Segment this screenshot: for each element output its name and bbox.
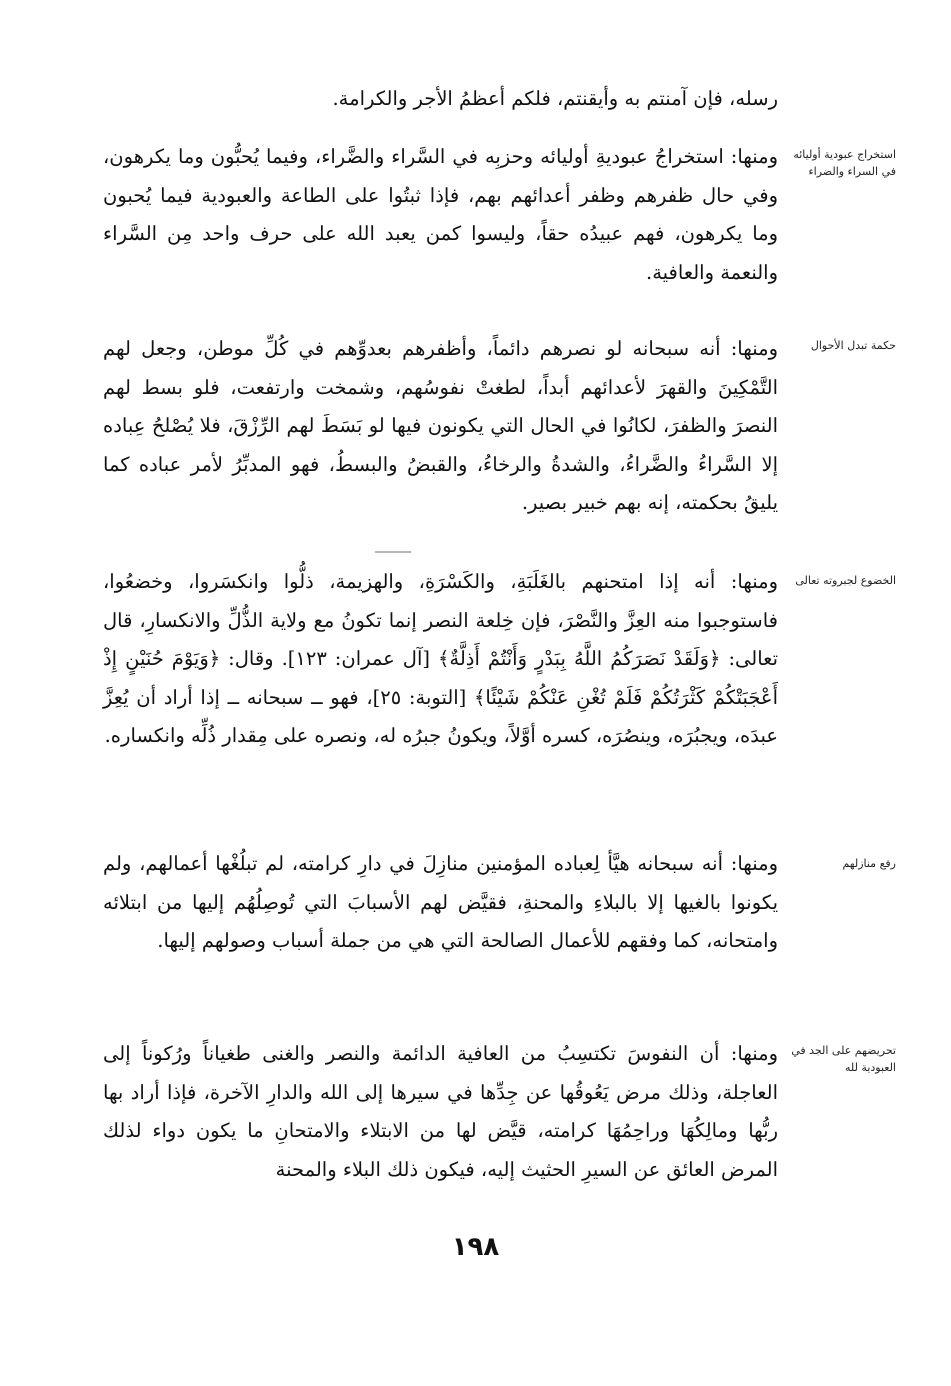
paragraph-continuation: رسله، فإن آمنتم به وأيقنتم، فلكم أعظمُ الأجر والكرامة.: [332, 87, 778, 110]
paragraph-raising-ranks: ومنها: أنه سبحانه هيَّأ لِعباده المؤمنين منازِلَ في دارِ كرامته، لم تبلُغْها أعمالهم، ولم يكونوا بالغيها إلا بالبلاءِ والمحنةِ، فقيَّض لهم الأسبابَ التي تُوصِلُهُم إليها من ابتلائه وامتحانه، كما وفقهم للأعمال الصالحة التي هي من جملة أسباب وصولهم إليها.: [103, 852, 778, 953]
margin-note-submission: الخضوع لجبروته تعالى: [795, 574, 896, 587]
paragraph-changing-states: ومنها: أنه سبحانه لو نصرهم دائماً، وأظفرهم بعدوِّهم في كُلِّ موطن، وجعل لهم التَّمْكِينَ والقهرَ لأعدائهم أبداً، لطغتْ نفوسُهم، وشمخت وارتفعت، فلو بسط لهم النصرَ والظفرَ، لكانُوا في الحال التي يكونون فيها لو بَسَطَ لهم الرِّزْقَ، فلا يُصْلحُ عِباده إلا السَّراءُ والضَّراءُ، والشدةُ والرخاءُ، والقبضُ والبسطُ، فهو المدبِّرُ لأمر عباده كما يليقُ بحكمته، إنه بهم خبير بصير.: [103, 337, 778, 515]
margin-note-raising-ranks: رفع منازلهم: [842, 857, 896, 870]
margin-note-servitude: استخراج عبودية أوليائه في السراء والضراء: [793, 148, 896, 178]
margin-note-changing-states: حكمة تبدل الأحوال: [810, 339, 896, 352]
page-number: ١٩٨: [451, 1232, 500, 1262]
paragraph-submission: ومنها: أنه إذا امتحنهم بالغَلَبَةِ، والكَسْرَةِ، والهزيمة، ذلُّوا وانكسَروا، وخضعُوا، فاستوجبوا منه العِزَّ والنَّصْرَ، فإن خِلعة النصر إنما تكونُ مع ولاية الذُّلِّ والانكسارِ، قال تعالى: ﴿وَلَقَدْ نَصَرَكُمُ اللَّهُ بِبَدْرٍ وَأَنْتُمْ أَذِلَّةٌ﴾ [آل عمران: ١٢٣]. وقال: ﴿وَيَوْمَ حُنَيْنٍ إِذْ أَعْجَبَتْكُمْ كَثْرَتُكُمْ فَلَمْ تُغْنِ عَنْكُمْ شَيْئًا﴾ [التوبة: ٢٥]، فهو ــ سبحانه ــ إذا أراد أن يُعِزَّ عبدَه، ويجبُرَه، وينصُرَه، كسره أوَّلاً، ويكونُ جبرُه له، ونصره على مِقدار ذُلِّه وانكساره.: [103, 570, 778, 748]
paragraph-diligence: ومنها: أن النفوسَ تكتسِبُ من العافية الدائمة والنصر والغنى طغياناً ورُكوناً إلى العاجلة، وذلك مرض يَعُوقُها عن جِدِّها في سيرها إلى الله والدارِ الآخرة، فإذا أراد بها ربُّها ومالِكُهَا وراحِمُهَا كرامته، قيَّض لها من الابتلاء والامتحانِ ما يكون دواء لذلك المرض العائق عن السيرِ الحثيث إليه، فيكون ذلك البلاء والمحنة: [103, 1042, 778, 1181]
margin-note-diligence: تحريضهم على الجد في العبودية لله: [791, 1044, 896, 1074]
paragraph-servitude: ومنها: استخراجُ عبوديةِ أوليائه وحزبِه في السَّراء والضَّراء، وفيما يُحبُّون وما يكرهون، وفي حال ظفرهم وظفر أعدائهم بهم، فإذا ثبتُوا على الطاعة والعبودية فيما يُحبون وما يكرهون، فهم عبيدُه حقاً، وليسوا كمن يعبد الله على حرف واحد مِن السَّراء والنعمة والعافية.: [103, 145, 778, 284]
divider-mark: [375, 551, 411, 553]
